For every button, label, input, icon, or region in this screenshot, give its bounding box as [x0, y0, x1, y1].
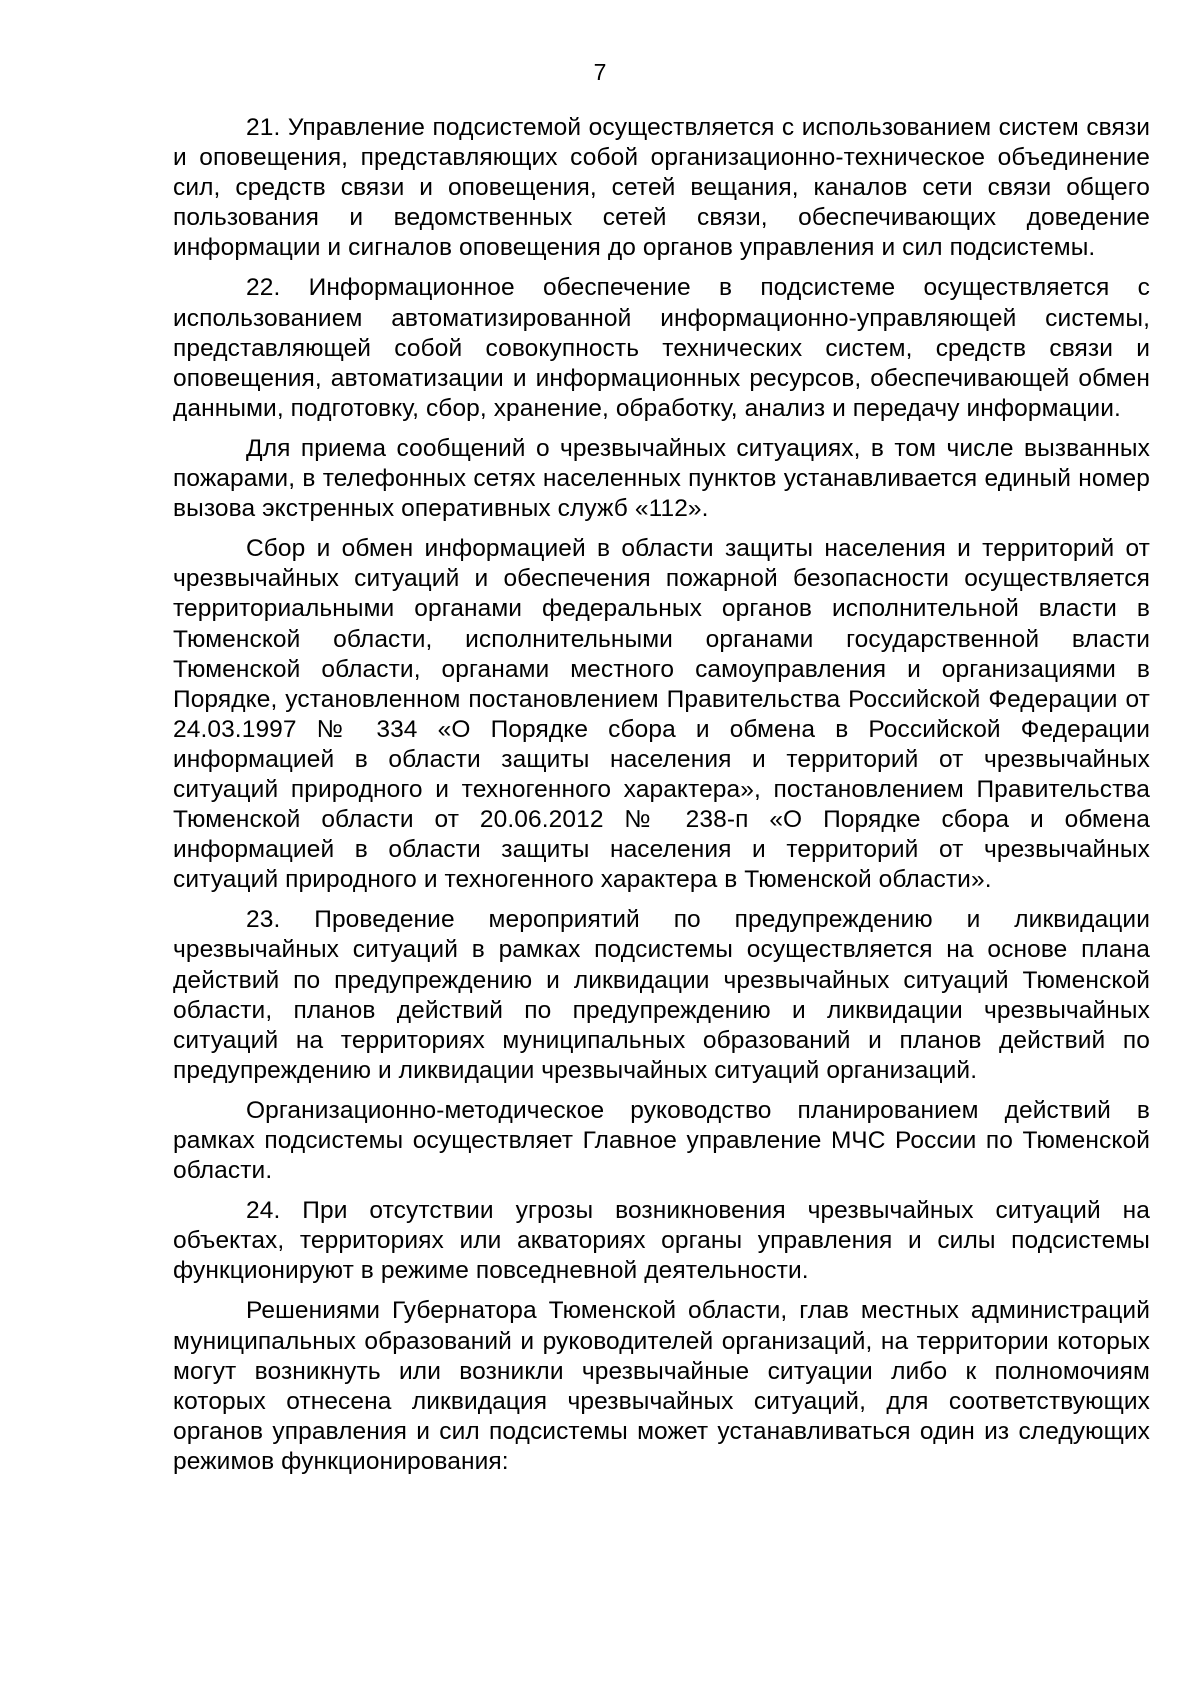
document-body — [173, 113, 1150, 1487]
paragraph-operating-modes: Решениями Губернатора Тюменской области, глав местных администраций муниципальных образований и руководителей организаций, на территории которых могут возникнуть или возникли чрезвычайные ситуации либо к полномочиям которых отнесена ликвидация чрезвычайных ситуаций, для соответствующих органов управления и сил подсистемы может устанавливаться один из следующих режимов функционирования: — [173, 1297, 1150, 1475]
page-number: 7 — [593, 59, 607, 85]
paragraph-23: 23. Проведение мероприятий по предупреждению и ликвидации чрезвычайных ситуаций в рамках подсистемы осуществляется на основе плана действий по предупреждению и ликвидации чрезвычайных ситуаций Тюменской области, планов действий по предупреждению и ликвидации чрезвычайных ситуаций на территориях муниципальных образований и планов действий по предупреждению и ликвидации чрезвычайных ситуаций организаций. — [173, 906, 1150, 1084]
paragraph-emergency-number: Для приема сообщений о чрезвычайных ситуациях, в том числе вызванных пожарами, в телефонных сетях населенных пунктов устанавливается единый номер вызова экстренных оперативных служб «112». — [173, 434, 1150, 523]
paragraph-22: 22. Информационное обеспечение в подсистеме осуществляется с использованием автоматизированной информационно-управляющей системы, представляющей собой совокупность технических систем, средств связи и оповещения, автоматизации и информационных ресурсов, обеспечивающей обмен данными, подготовку, сбор, хранение, обработку, анализ и передачу информации. — [173, 274, 1150, 422]
paragraph-information-exchange: Сбор и обмен информацией в области защиты населения и территорий от чрезвычайных ситуаций и обеспечения пожарной безопасности осуществляется территориальными органами федеральных органов исполнительной власти в Тюменской области, исполнительными органами государственной власти Тюменской области, органами местного самоуправления и организациями в Порядке, установленном постановлением Правительства Российской Федерации от 24.03.1997 № 334 «О Порядке сбора и обмена в Российской Федерации информацией в области защиты населения и территорий от чрезвычайных ситуаций природного и техногенного характера», постановлением Правительства Тюменской области от 20.06.2012 № 238-п «О Порядке сбора и обмена информацией в области защиты населения и территорий от чрезвычайных ситуаций природного и техногенного характера в Тюменской области». — [173, 535, 1150, 894]
paragraph-methodical-guidance: Организационно-методическое руководство планированием действий в рамках подсистемы осуществляет Главное управление МЧС России по Тюменской области. — [173, 1096, 1150, 1185]
paragraph-21: 21. Управление подсистемой осуществляется с использованием систем связи и оповещения, представляющих собой организационно-техническое объединение сил, средств связи и оповещения, сетей вещания, каналов сети связи общего пользования и ведомственных сетей связи, обеспечивающих доведение информации и сигналов оповещения до органов управления и сил подсистемы. — [173, 114, 1150, 262]
paragraph-24: 24. При отсутствии угрозы возникновения чрезвычайных ситуаций на объектах, территориях или акваториях органы управления и силы подсистемы функционируют в режиме повседневной деятельности. — [173, 1197, 1150, 1285]
